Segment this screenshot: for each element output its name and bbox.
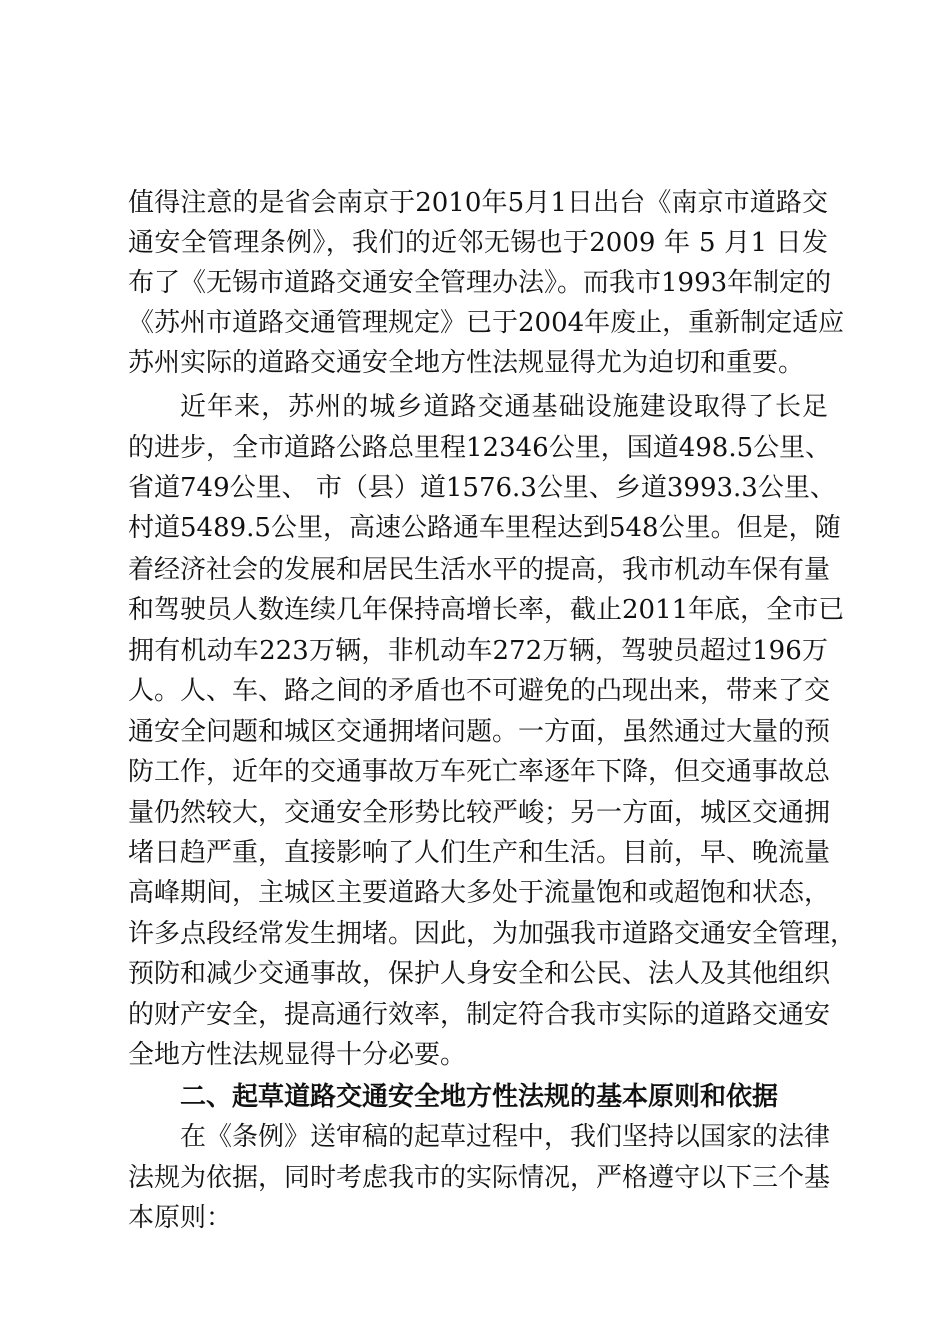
paragraph-2-line: 和驾驶员人数连续几年保持高增长率，截止2011年底，全市已 [128, 595, 845, 625]
paragraph-3-line: 本原则： [128, 1203, 233, 1233]
section-heading: 二、起草道路交通安全地方性法规的基本原则和依据 [180, 1082, 779, 1112]
paragraph-2-line: 人。人、车、路之间的矛盾也不可避免的凸现出来，带来了交 [128, 676, 831, 706]
paragraph-2-line: 村道5489.5公里，高速公路通车里程达到548公里。但是，随 [128, 513, 841, 543]
paragraph-2-line: 全地方性法规显得十分必要。 [128, 1040, 467, 1070]
paragraph-3-line: 法规为依据，同时考虑我市的实际情况，严格遵守以下三个基 [128, 1163, 831, 1193]
paragraph-1-line: 《苏州市道路交通管理规定》已于2004年废止，重新制定适应 [128, 308, 845, 338]
paragraph-2-line: 拥有机动车223万辆，非机动车272万辆，驾驶员超过196万 [128, 636, 828, 666]
paragraph-2-line: 近年来，苏州的城乡道路交通基础设施建设取得了长足 [180, 392, 828, 422]
paragraph-1-line: 值得注意的是省会南京于2010年5月1日出台《南京市道路交 [128, 188, 828, 218]
paragraph-2-line: 预防和减少交通事故，保护人身安全和公民、法人及其他组织 [128, 959, 831, 989]
paragraph-2-line: 省道749公里、 市（县）道1576.3公里、乡道3993.3公里、 [128, 473, 836, 503]
paragraph-2-line: 通安全问题和城区交通拥堵问题。一方面，虽然通过大量的预 [128, 717, 831, 747]
paragraph-2-line: 高峰期间，主城区主要道路大多处于流量饱和或超饱和状态， [128, 878, 831, 908]
paragraph-1-line: 布了《无锡市道路交通安全管理办法》。而我市1993年制定的 [128, 268, 832, 298]
paragraph-3-line: 在《条例》送审稿的起草过程中，我们坚持以国家的法律 [180, 1122, 831, 1152]
paragraph-2-line: 着经济社会的发展和居民生活水平的提高，我市机动车保有量 [128, 555, 831, 585]
paragraph-2-line: 的财产安全，提高通行效率，制定符合我市实际的道路交通安 [128, 1000, 831, 1030]
paragraph-1-line: 通安全管理条例》，我们的近邻无锡也于2009 年 5 月1 日发 [128, 228, 828, 258]
paragraph-2-line: 防工作，近年的交通事故万车死亡率逐年下降，但交通事故总 [128, 757, 831, 787]
paragraph-2-line: 量仍然较大，交通安全形势比较严峻；另一方面，城区交通拥 [128, 798, 831, 828]
paragraph-1-line: 苏州实际的道路交通安全地方性法规显得尤为迫切和重要。 [128, 348, 805, 378]
paragraph-2-line: 许多点段经常发生拥堵。因此，为加强我市道路交通安全管理， [128, 919, 857, 949]
paragraph-2-line: 的进步，全市道路公路总里程12346公里，国道498.5公里、 [128, 433, 832, 463]
paragraph-2-line: 堵日趋严重，直接影响了人们生产和生活。目前，早、晚流量 [128, 838, 831, 868]
